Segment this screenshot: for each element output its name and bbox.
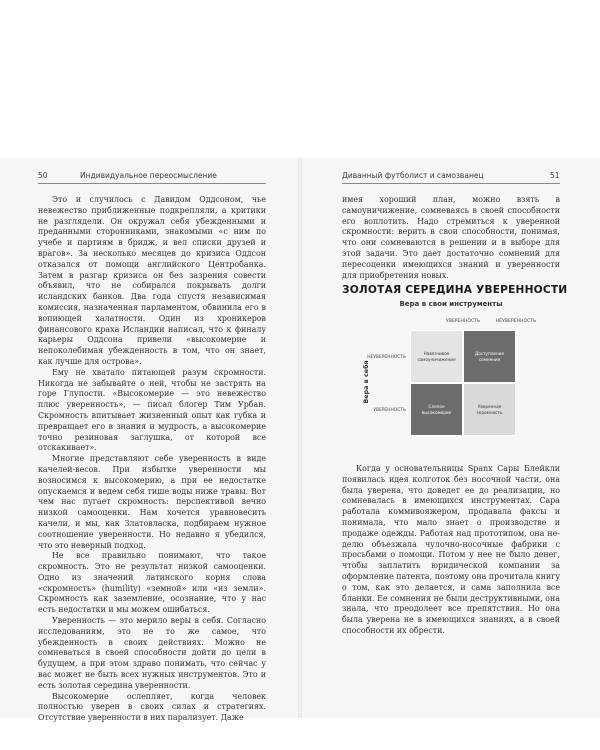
- quadrant-cell: Доступление сомнения: [463, 330, 516, 383]
- side-axis-label: Вера в себя: [362, 360, 370, 404]
- column-label: УВЕРЕННОСТЬ: [445, 319, 481, 324]
- column-label: НЕУВЕРЕННОСТЬ: [495, 319, 537, 324]
- paragraph: Уверенность — это мерило веры в себя. Согласно исследованиям, это не то же самое, что убежденность в своих действиях. Можно не сомневаться в своей способности дойти до цели в будущем, а при этом здраво понимать, что сейчас у вас может не быть всех нужных инструментов. Это и есть золотая середина уверенности.: [38, 616, 266, 690]
- left-running-head: Индивидуальное переосмысление: [80, 171, 217, 180]
- quadrant-grid: [410, 330, 516, 436]
- top-axis-label: Вера в свои инструменты: [399, 300, 503, 308]
- paragraph: Когда у основательницы Spanx Сары Блейкли появилась идея колготок без носочной части, она была уверена, что доведет ее до реализации, но сомневалась в имеющихся инструментах. Сара работала коммивояжером, продавала факсы и понимала, что мало знает о производстве и продаже одежды. Работая над прототипом, она неделю объезжала чулочно-носочные фабрики с просьбами о помощи. Потом у нее не было денег, чтобы заплатить юридической компании за оформление патента, поэтому она прочитала книгу о том, как это делается, и сама заполнила все бланки. Ее сомнения не были деструктивными, она знала, что преодолеет все препятствия. Но она была уверена не в имеющихся знаниях, а в своей способности их обрести.: [342, 464, 560, 635]
- paragraph: Высокомерие ослепляет, когда человек полностью уверен в своих силах и стратегиях. Отсутствие уверенности в них парализует. Даже: [38, 691, 266, 723]
- row-label: НЕУВЕРЕННОСТЬ: [367, 355, 406, 360]
- left-page-number: 50: [38, 171, 48, 180]
- paragraph: Не все правильно понимают, что такое скромность. Это не результат низкой самооценки. Одно из значений латинского корня слова «скромность» (humility) «земной» или «из земли». Скромность как заземление, осознание, что у нас есть недостатки и мы можем ошибаться.: [38, 551, 266, 615]
- confidence-diagram: [342, 300, 560, 450]
- right-running-head: Диванный футболист и самозванец: [342, 171, 484, 180]
- left-header-rule: [38, 183, 266, 184]
- figure-title: ЗОЛОТАЯ СЕРЕДИНА УВЕРЕННОСТИ: [342, 284, 568, 296]
- right-body-text-bottom: [342, 464, 560, 637]
- quadrant-cell: Уверенная скромность: [463, 383, 516, 436]
- quadrant-cell: Навязчивое самоуничижение: [410, 330, 463, 383]
- right-body-text-top: [342, 195, 560, 281]
- paragraph: Это и случилось с Давидом Оддсоном, чье невежество приближенные подкрепляли, а критики не разглядели. Он окружал себя убежденными и преданными сторонниками, знакомыми «с ним по учебе и партиям в бридж, и вел списки друзей и врагов». За несколько месяцев до кризиса Оддсон отказался от помощи английского Центробанка. Затем в разгар кризиса он без зазрения совести объявил, что не собирался покрывать долги исландских банков. Два года спустя независимая комиссия, назначенная парламентом, обвинила его в вопиющей халатности. Один из хроникеров финансового краха Исландии написал, что к финалу карьеры Оддсона привели «высокомерие и непоколебимая убежденность в том, что он знает, как лучше для острова».: [38, 195, 266, 366]
- row-label: УВЕРЕННОСТЬ: [373, 408, 406, 413]
- paragraph: имея хороший план, можно взять в самоуничижение, сомневаясь в своей способности его воплотить. Надо стремиться к уверенной скромности: верить в свои способности, понимая, что они сомневаются в решении и в выборе для этой задачи. Это дает достаточно сомнений для пересоценки имеющихся знаний и уверенности для приобретения новых.: [342, 195, 560, 280]
- paragraph: Ему не хватало питающей разум скромности. Никогда не забывайте о ней, чтобы не застрять на горе Глупости. «Высокомерие — это невежество плюс уверенность», — писал блогер Тим Урбан. Скромность впитывает жизненный опыт как губка и превращает его в знания и мудрость, а высокомерие точно резиновая заглушка, от которой все отскакивает».: [38, 367, 266, 453]
- right-page-number: 51: [550, 171, 560, 180]
- paragraph: Многие представляют себе уверенность в виде качелей-весов. При избытке уверенности мы возносимся к высокомерию, а при ее недостатке опускаемся и ведем себя тише воды ниже травы. Вот чем нас пугает скромность: перспективой вечно низкой самооценки. Нам хочется уравновесить качели, и мы, как Златовласка, подбираем нужное соотношение уверенности. Но недавно я убедился, что это неверный подход.: [38, 454, 266, 550]
- left-body-text: [38, 195, 266, 724]
- right-header-rule: [342, 183, 560, 184]
- quadrant-cell: Слепое высокомерие: [410, 383, 463, 436]
